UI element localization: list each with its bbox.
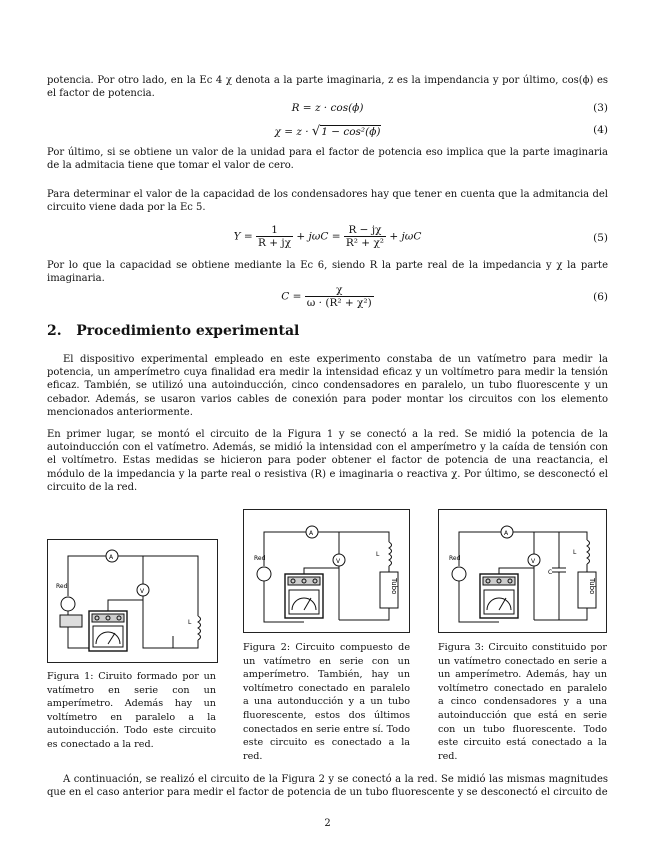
equation-4-radicand: 1 − cos²(ϕ) [321,126,381,138]
fraction-2-denominator: R² + χ² [345,237,385,249]
fig1-inductor-label: L [188,619,192,626]
section-number: 2. [47,323,62,339]
fraction-1-denominator: R + jχ [258,237,292,249]
equation-4-number: (4) [593,124,608,136]
fig3-voltmeter-label: V [531,558,536,565]
fig1-ammeter-label: A [109,554,114,561]
fig2-voltmeter-label: V [336,558,341,565]
equation-6 [47,284,608,314]
equation-5-fraction-2 [344,224,386,249]
fig3-capacitor-label: C [548,569,553,576]
page-number: 2 [324,818,331,829]
paragraph-4: Por lo que la capacidad se obtiene mediante la Ec 6, siendo R la parte real de la impedancia y χ la parte imaginaria. [47,260,608,285]
fig2-tubo-label: Tubo [390,578,398,595]
fig3-red-label: Red [449,555,461,562]
equation-5-b: + jωC = [296,230,341,243]
paragraph-6: En primer lugar, se montó el circuito de la Figura 1 y se conectó a la red. Se midió la potencia de la autoinducción con el vatímetro. Además, se midió la intensidad con el amperímetro y la caída de tensión con el voltímetro. Estas medidas se hicieron para poder obtener el factor de potencia de una reactancia, el módulo de la impedancia y la parte real o resistiva (R) e imaginaria o reactiva χ. Por último, se desconectó el circuito de la red. [47,429,608,493]
section-title: Procedimiento experimental [76,323,300,339]
fig2-red-label: Red [254,555,266,562]
section-heading [47,323,299,339]
equation-3-number: (3) [593,102,608,114]
fraction-numerator: χ [336,284,343,296]
figure-1-caption: Figura 1: Ciruito formado por un vatímetro en serie con un amperímetro. Además hay un voltímetro en paralelo a la autoinducción. Todo este circuito es conectado a la red. [47,671,216,750]
equation-4: χ = z · √1 − cos²(ϕ) (4) [274,124,608,139]
paragraph-7: A continuación, se realizó el circuito de la Figura 2 y se conectó a la red. Se midió las mismas magnitudes que en el caso anterior para medir el factor de potencia de un tubo fluorescente y se desconectó el circuito de [47,774,608,799]
equation-6-number: (6) [593,291,608,303]
fraction-denominator: ω · (R² + χ²) [306,297,372,309]
fig3-tubo-label: Tubo [588,578,596,595]
figure-3-caption: Figura 3: Circuito constituido por un vatímetro conectado en serie a un amperímetro. Además, hay un voltímetro conectado en paralelo a cinco condensadores y a una autoinducción que está en serie con un tubo fluorescente. Todo este circuito está conectado a la red. [438,642,607,762]
equation-3 [47,102,608,122]
figure-1-circuit [47,539,218,663]
figure-3-circuit [438,509,607,633]
fig2-inductor-label: L [376,551,380,558]
equation-6-fraction [305,284,374,309]
equation-5-fraction-1 [256,224,293,249]
fraction-2-numerator: R − jχ [348,224,382,236]
fig1-red-label: Red [56,583,68,590]
fig1-voltmeter-label: V [140,588,145,595]
equation-5-a: Y = [233,230,253,243]
paragraph-3: Para determinar el valor de la capacidad de los condensadores hay que tener en cuenta que la admitancia del circuito viene dada por la Ec 5. [47,189,608,214]
fig2-ammeter-label: A [309,530,314,537]
paragraph-5: El dispositivo experimental empleado en este experimento constaba de un vatímetro para medir la potencia, un amperímetro cuya finalidad era medir la intensidad eficaz y un voltímetro para medir la tensión eficaz. También, se utilizó una autoinducción, cinco condensadores en paralelo, un tubo fluorescente y un cebador. Además, se usaron varios cables de conexión para poder montar los circuitos con los elemento mencionados anteriormente. [47,354,608,418]
figure-2-circuit [243,509,410,633]
figure-2-caption: Figura 2: Circuito compuesto de un vatímetro en serie con un amperímetro. También, hay un voltímetro conectado en paralelo a una autonducción y a un tubo fluorescente, estos dos últimos conectados en serie entre sí. Todo este circuito es conectado a la red. [243,642,410,762]
equation-5-number: (5) [593,232,608,244]
equation-5-c: + jωC [389,230,422,243]
paragraph-2: Por último, si se obtiene un valor de la unidad para el factor de potencia eso implica que la parte imaginaria de la admitacia tiene que tomar el valor de cero. [47,147,608,172]
fraction-1-numerator: 1 [271,224,278,236]
equation-5 [47,224,608,254]
fig3-inductor-label: L [573,549,577,556]
equation-4-lhs: χ = z · [274,126,312,138]
fig3-ammeter-label: A [504,530,509,537]
equation-6-a: C = [281,290,302,303]
paragraph-1: potencia. Por otro lado, en la Ec 4 χ denota a la parte imaginaria, z es la impendancia y por último, cos(ϕ) es el factor de potencia. [47,75,608,100]
equation-3-body: R = z · cos(ϕ) [291,102,364,114]
